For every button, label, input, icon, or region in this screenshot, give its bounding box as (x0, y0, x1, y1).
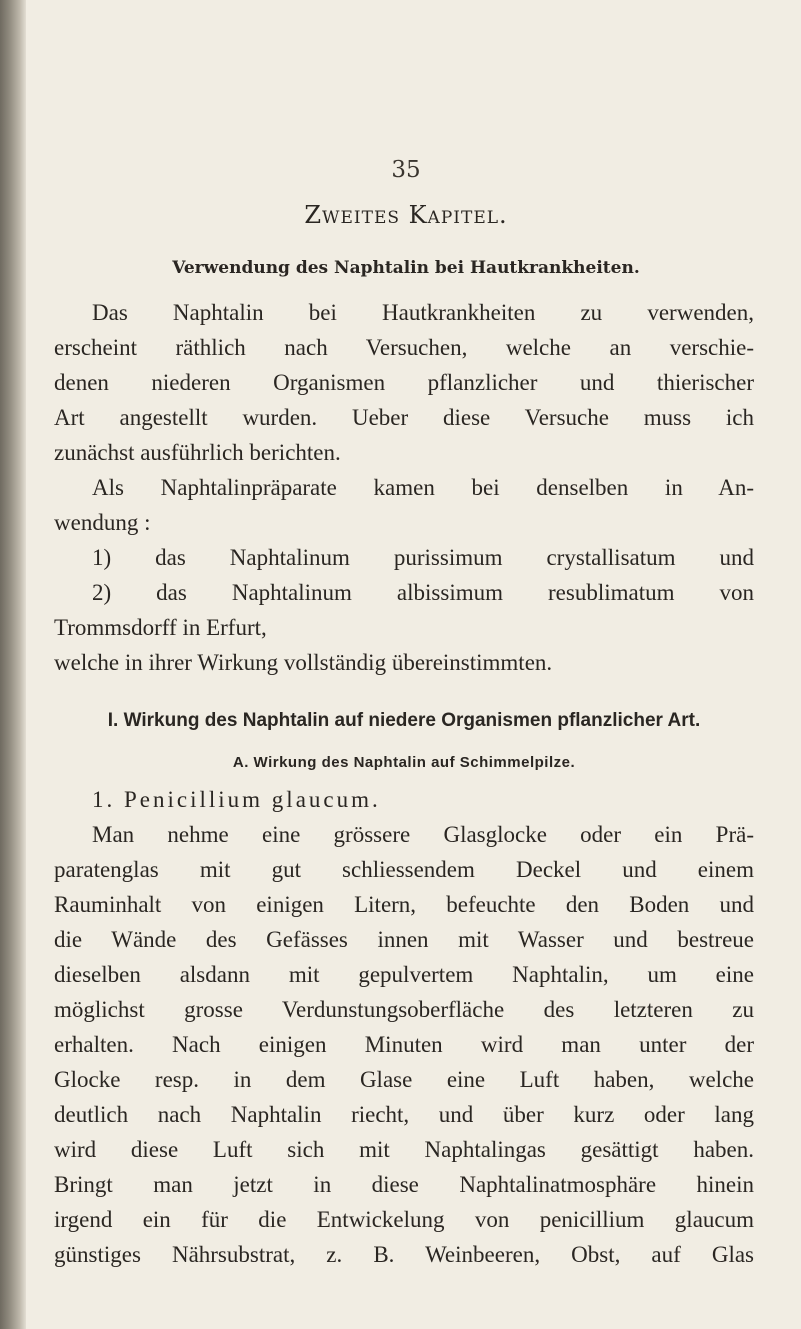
page-body (54, 295, 754, 1272)
text-line: Als Naphtalinpräparate kamen bei denselben in An- (92, 475, 754, 500)
list-item: 1) das Naphtalinum purissimum crystallisatum und (92, 545, 754, 570)
text-line: wird diese Luft sich mit Naphtalingas gesättigt haben. (54, 1137, 754, 1162)
text-line: Art angestellt wurden. Ueber diese Versuche muss ich (54, 405, 754, 430)
text-line: Rauminhalt von einigen Litern, befeuchte den Boden und (54, 892, 754, 917)
page-number: 35 (391, 157, 421, 183)
subsection-title-line (54, 782, 754, 817)
text-line: günstiges Nährsubstrat, z. B. Weinbeeren, Obst, auf Glas (54, 1242, 754, 1267)
text-line: Das Naphtalin bei Hautkrankheiten zu verwenden, (92, 300, 754, 325)
heading-part-one: I. Wirkung des Naphtalin auf niedere Organismen pflanzlicher Art. (107, 710, 701, 731)
list-item-continuation: Trommsdorff in Erfurt, (54, 615, 267, 640)
preparation-list (54, 540, 754, 680)
text-line: denen niederen Organismen pflanzlicher und thierischer (54, 370, 754, 395)
text-line: deutlich nach Naphtalin riecht, und über kurz oder lang (54, 1102, 754, 1127)
chapter-title: Zweites Kapitel. (304, 201, 508, 229)
text-line: Glocke resp. in dem Glase eine Luft haben, welche (54, 1067, 754, 1092)
section-title: Verwendung des Naphtalin bei Hautkrankheiten. (172, 258, 640, 278)
text-line: paratenglas mit gut schliessendem Deckel und einem (54, 857, 754, 882)
text-line: wendung : (54, 510, 151, 535)
list-item: 2) das Naphtalinum albissimum resublimatum von (92, 580, 754, 605)
text-line: zunächst ausführlich berichten. (54, 440, 341, 465)
book-page (46, 0, 766, 1329)
penicillium-paragraph (54, 817, 754, 1272)
text-line: irgend ein für die Entwickelung von penicillium glaucum (54, 1207, 754, 1232)
subsection-title: 1. Penicillium glaucum. (92, 787, 381, 812)
text-line: erhalten. Nach einigen Minuten wird man unter der (54, 1032, 754, 1057)
text-line: möglichst grosse Verdunstungsoberfläche des letzteren zu (54, 997, 754, 1022)
book-gutter-shadow (0, 0, 26, 1329)
text-line: dieselben alsdann mit gepulvertem Naphtalin, um eine (54, 962, 754, 987)
heading-section-a: A. Wirkung des Naphtalin auf Schimmelpilze. (232, 754, 576, 771)
text-line: die Wände des Gefässes innen mit Wasser und bestreue (54, 927, 754, 952)
text-line: Man nehme eine grössere Glasglocke oder ein Prä- (92, 822, 754, 847)
preparations-paragraph (54, 470, 754, 540)
text-line: Bringt man jetzt in diese Naphtalinatmosphäre hinein (54, 1172, 754, 1197)
list-closing-line: welche in ihrer Wirkung vollständig übereinstimmten. (54, 650, 553, 675)
text-line: erscheint räthlich nach Versuchen, welche an verschie- (54, 335, 754, 360)
intro-paragraph (54, 295, 754, 470)
